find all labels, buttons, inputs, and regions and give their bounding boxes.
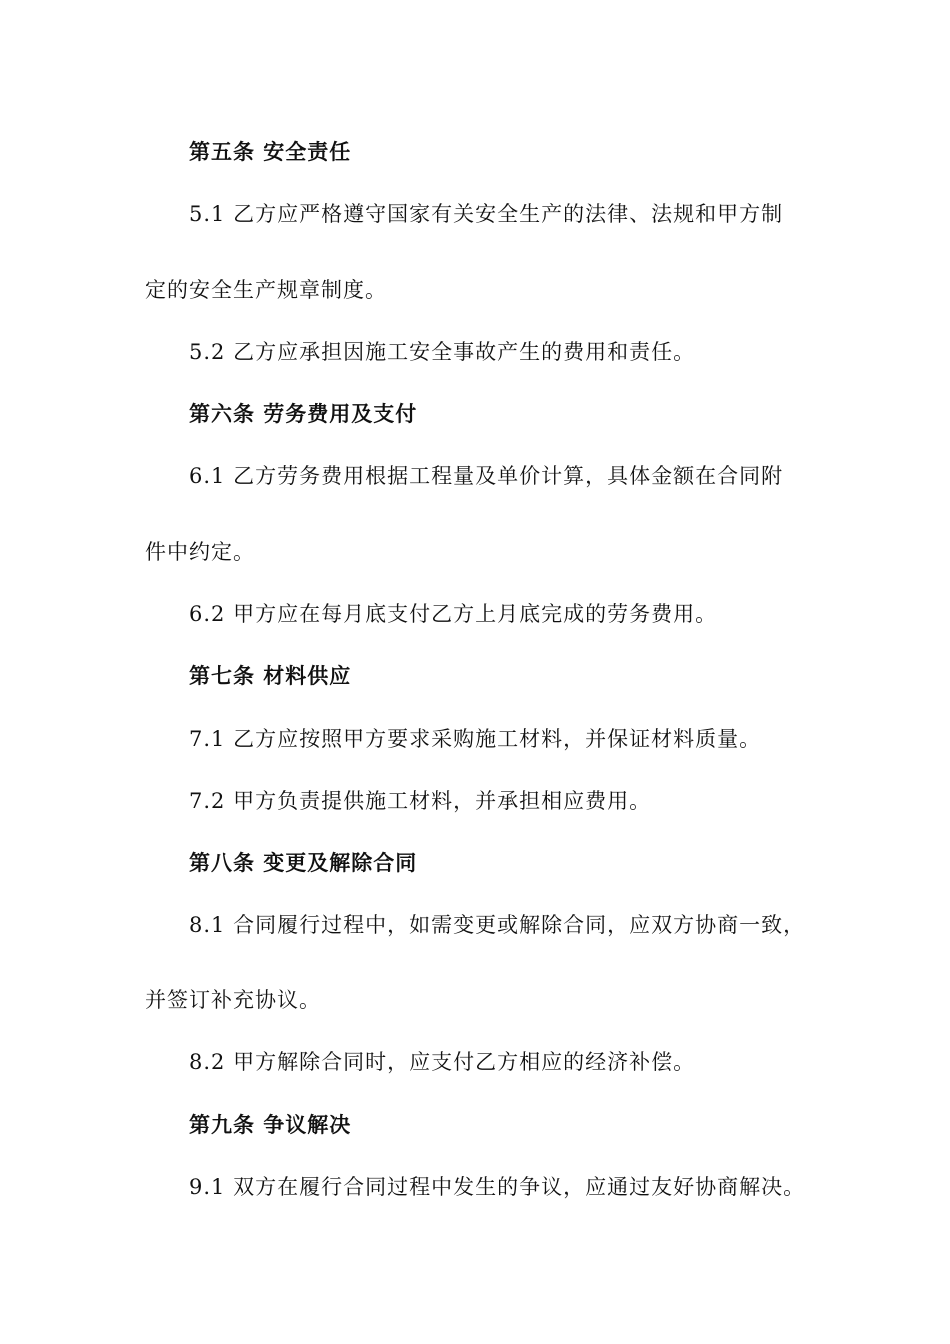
clause-text: 6.1 乙方劳务费用根据工程量及单价计算，具体金额在合同附 [189,464,784,488]
section-heading: 第七条 材料供应 [189,663,352,688]
clause-continuation: 件中约定。 [145,540,255,564]
clause-text: 8.1 合同履行过程中，如需变更或解除合同，应双方协商一致， [189,913,806,937]
section-heading: 第五条 安全责任 [189,139,352,164]
clause-text: 7.1 乙方应按照甲方要求采购施工材料，并保证材料质量。 [189,727,762,751]
clause-text: 5.2 乙方应承担因施工安全事故产生的费用和责任。 [189,340,696,364]
clause-text: 5.1 乙方应严格遵守国家有关安全生产的法律、法规和甲方制 [189,202,784,226]
clause-continuation: 并签订补充协议。 [145,988,321,1012]
clause-text: 9.1 双方在履行合同过程中发生的争议，应通过友好协商解决。 [189,1175,806,1199]
section-heading: 第八条 变更及解除合同 [189,850,418,875]
clause-text: 7.2 甲方负责提供施工材料，并承担相应费用。 [189,789,652,813]
section-heading: 第九条 争议解决 [189,1112,352,1137]
section-heading: 第六条 劳务费用及支付 [189,401,418,426]
clause-text: 6.2 甲方应在每月底支付乙方上月底完成的劳务费用。 [189,602,718,626]
clause-continuation: 定的安全生产规章制度。 [145,278,387,302]
clause-text: 8.2 甲方解除合同时，应支付乙方相应的经济补偿。 [189,1050,696,1074]
